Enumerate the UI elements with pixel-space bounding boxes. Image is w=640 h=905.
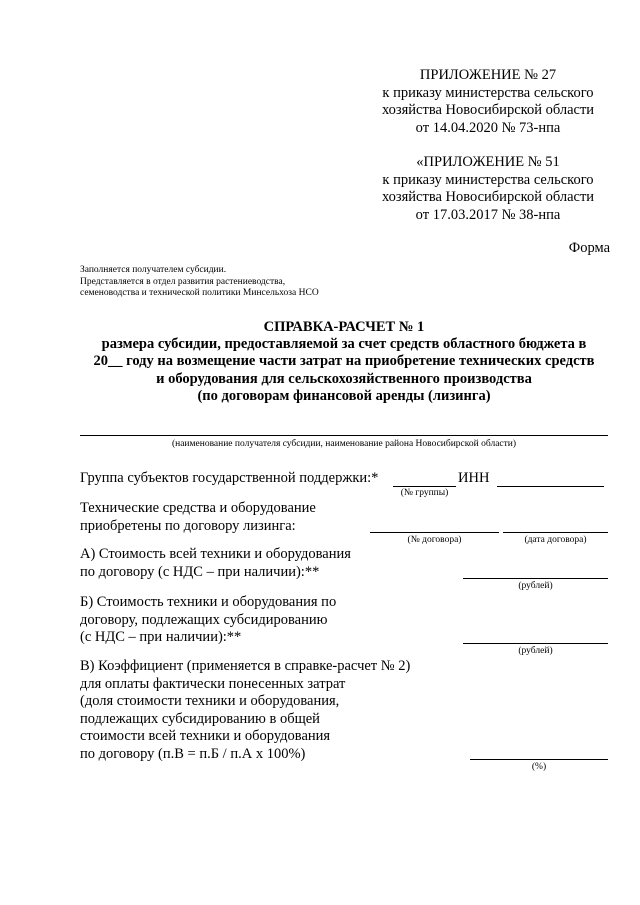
group-number-caption: (№ группы) [400, 488, 449, 498]
support-group-label: Группа субъектов государственной поддержки:* [80, 470, 379, 486]
coefficient-caption: (%) [531, 762, 547, 772]
contract-date-field[interactable] [503, 532, 608, 533]
appendix-date-line: от 14.04.2020 № 73-нпа [415, 119, 561, 136]
inn-label: ИНН [458, 470, 490, 486]
appendix-order-line: к приказу министерства сельского [382, 84, 594, 101]
title-line: 20__ году на возмещение части затрат на приобретение технических средств [93, 353, 595, 370]
title-main: СПРАВКА-РАСЧЕТ № 1 [263, 319, 425, 335]
title-line: и оборудования для сельскохозяйственного производства [156, 370, 532, 387]
equipment-label-line: приобретены по договору лизинга: [80, 517, 296, 534]
appendix-header-2 [368, 154, 608, 224]
subsidized-cost-caption: (рублей) [518, 646, 553, 656]
inn-field[interactable] [497, 486, 604, 487]
recipient-name-field[interactable] [80, 435, 608, 436]
appendix-header-1 [368, 67, 608, 137]
title-line: размера субсидии, предоставляемой за счет средств областного бюджета в [101, 336, 587, 353]
coefficient-field[interactable] [470, 759, 608, 760]
item-c-line: (доля стоимости техники и оборудования, [80, 693, 340, 709]
recipient-caption: (наименование получателя субсидии, наименование района Новосибирской области) [171, 439, 517, 449]
form-label: Форма [568, 240, 610, 256]
total-cost-caption: (рублей) [518, 581, 553, 591]
note-line: Заполняется получателем субсидии. [80, 265, 227, 275]
title-line: (по договорам финансовой аренды (лизинга) [197, 387, 491, 404]
note-line: семеноводства и технической политики Минсельхоза НСО [80, 288, 319, 298]
item-b-line: (с НДС – при наличии):** [80, 629, 242, 645]
group-number-field[interactable] [393, 486, 456, 487]
appendix-order-line: к приказу министерства сельского [382, 171, 594, 188]
item-a-label [80, 546, 351, 581]
item-b-line: договору, подлежащих субсидированию [80, 611, 328, 628]
note-line: Представляется в отдел развития растениеводства, [80, 276, 286, 287]
appendix-date-line: от 17.03.2017 № 38-нпа [415, 206, 561, 223]
item-a-line: А) Стоимость всей техники и оборудования [80, 546, 351, 562]
equipment-label [80, 500, 316, 535]
item-a-line: по договору (с НДС – при наличии):** [80, 563, 320, 580]
item-c-line: подлежащих субсидированию в общей [80, 710, 320, 727]
item-b-label [80, 594, 336, 647]
appendix-ministry-line: хозяйства Новосибирской области [381, 102, 595, 118]
subsidized-cost-field[interactable] [463, 643, 608, 644]
appendix-title: ПРИЛОЖЕНИЕ № 27 [419, 67, 557, 83]
contract-date-caption: (дата договора) [524, 535, 587, 545]
contract-number-field[interactable] [370, 532, 499, 533]
contract-number-caption: (№ договора) [407, 535, 462, 545]
item-c-line: по договору (п.В = п.Б / п.А х 100%) [80, 745, 306, 762]
item-c-label [80, 658, 410, 763]
item-b-line: Б) Стоимость техники и оборудования по [80, 594, 337, 610]
item-c-line: стоимости всей техники и оборудования [80, 728, 331, 744]
total-cost-field[interactable] [463, 578, 608, 579]
equipment-label-line: Технические средства и оборудование [80, 500, 316, 516]
item-c-line: В) Коэффициент (применяется в справке-расчет № 2) [80, 658, 411, 674]
item-c-line: для оплаты фактически понесенных затрат [80, 675, 346, 692]
document-title [80, 319, 608, 405]
submission-note [80, 265, 319, 300]
appendix-title: «ПРИЛОЖЕНИЕ № 51 [416, 154, 560, 170]
appendix-ministry-line: хозяйства Новосибирской области [381, 189, 595, 205]
